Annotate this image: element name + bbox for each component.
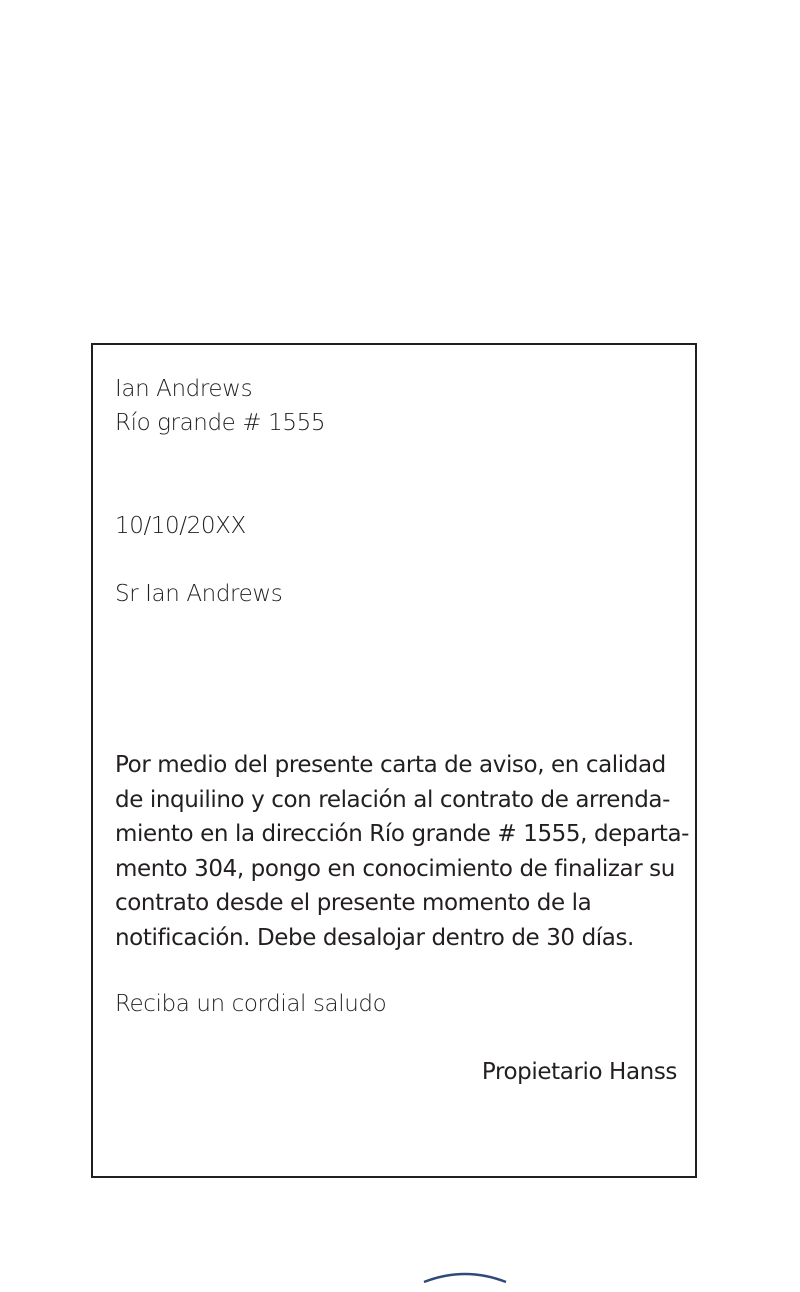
- body-line: de inquilino y con relación al contrato de arrenda-: [115, 786, 670, 813]
- body-line: Por medio del presente carta de aviso, en calidad: [115, 752, 666, 778]
- body-line: mento 304, pongo en conocimiento de finalizar su: [115, 855, 675, 882]
- body-line: notificación. Debe desalojar dentro de 30 días.: [115, 924, 634, 951]
- letter-signature: Propietario Hanss: [481, 1059, 677, 1085]
- decorative-arc: [420, 1268, 510, 1292]
- sender-address: Río grande # 1555: [115, 410, 326, 436]
- sender-name: Ian Andrews: [115, 376, 253, 402]
- letter-date: 10/10/20XX: [115, 513, 246, 539]
- letter-body: [115, 748, 690, 955]
- recipient-name: Sr Ian Andrews: [115, 581, 283, 607]
- letter-frame: [91, 343, 697, 1178]
- letter-closing: Reciba un cordial saludo: [115, 991, 387, 1017]
- body-line: miento en la dirección Río grande # 1555, departa-: [115, 821, 690, 847]
- body-line: contrato desde el presente momento de la: [115, 890, 592, 916]
